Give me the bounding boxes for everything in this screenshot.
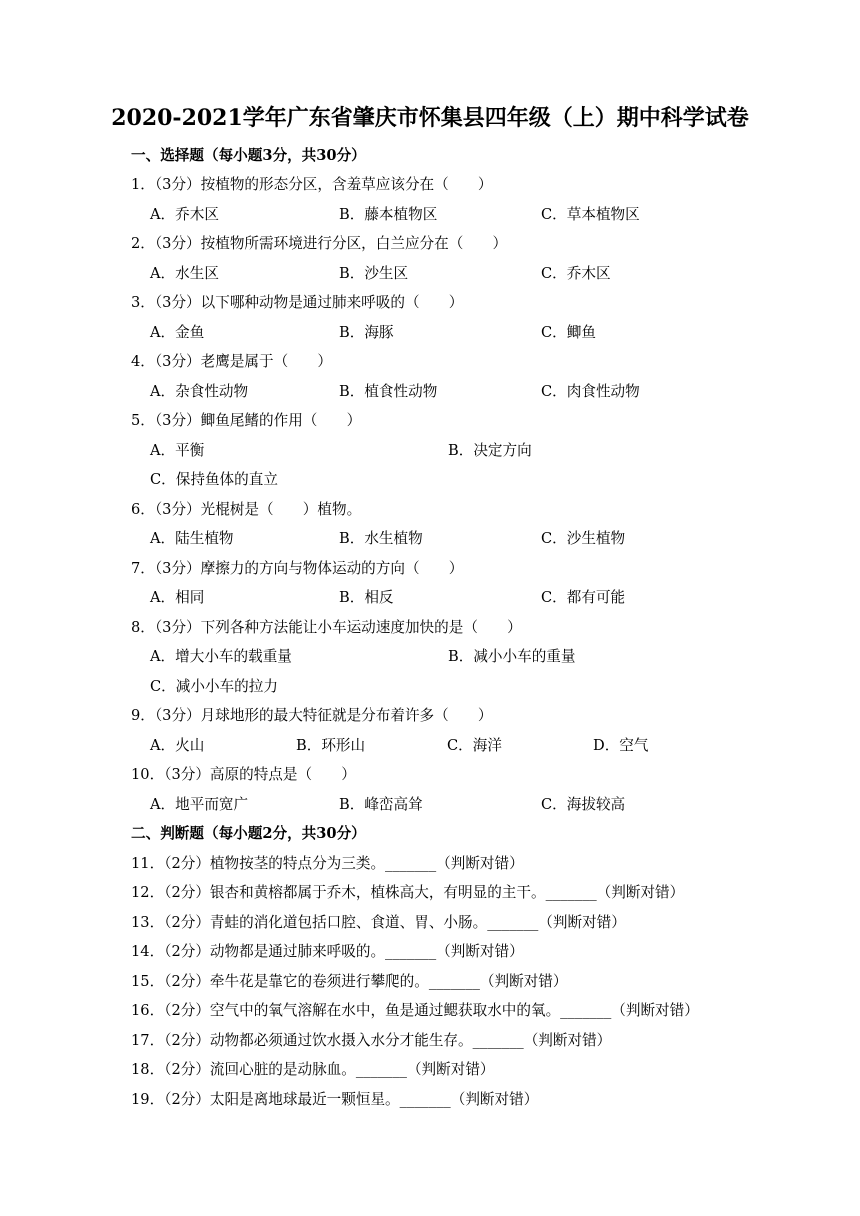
question-8-option-a: A．增大小车的载重量 xyxy=(150,648,292,665)
question-1-option-c: C．草本植物区 xyxy=(541,206,640,223)
question-1-stem: 1．（3分）按植物的形态分区，含羞草应该分在（ ） xyxy=(131,176,493,193)
question-8-option-b: B．减小小车的重量 xyxy=(448,648,576,665)
question-1-option-b: B．藤本植物区 xyxy=(339,206,438,223)
question-10-option-a: A．地平而宽广 xyxy=(150,796,249,813)
question-5-option-b: B．决定方向 xyxy=(448,442,532,459)
question-9-option-b: B．环形山 xyxy=(296,737,366,754)
question-3-stem: 3．（3分）以下哪种动物是通过肺来呼吸的（ ） xyxy=(131,294,464,311)
question-3-option-a: A．金鱼 xyxy=(150,324,205,341)
question-10-stem: 10．（3分）高原的特点是（ ） xyxy=(131,766,356,783)
question-3-option-b: B．海豚 xyxy=(339,324,394,341)
question-6-option-a: A．陆生植物 xyxy=(150,530,234,547)
question-6-stem: 6．（3分）光棍树是（ ）植物。 xyxy=(131,501,362,518)
question-10-option-b: B．峰峦高耸 xyxy=(339,796,423,813)
question-2-option-b: B．沙生区 xyxy=(339,265,409,282)
question-9-option-c: C．海洋 xyxy=(447,737,502,754)
question-5-stem: 5．（3分）鲫鱼尾鳍的作用（ ） xyxy=(131,412,362,429)
question-16: 16．（2分）空气中的氧气溶解在水中，鱼是通过鳃获取水中的氧。_______（判断对错） xyxy=(131,1002,699,1019)
question-2-option-c: C．乔木区 xyxy=(541,265,611,282)
question-7-option-c: C．都有可能 xyxy=(541,589,626,606)
question-10-option-c: C．海拔较高 xyxy=(541,796,626,813)
question-8-option-c: C．减小小车的拉力 xyxy=(150,678,278,695)
question-19: 19．（2分）太阳是离地球最近一颗恒星。_______（判断对错） xyxy=(131,1091,539,1108)
question-7-stem: 7．（3分）摩擦力的方向与物体运动的方向（ ） xyxy=(131,560,464,577)
question-8-stem: 8．（3分）下列各种方法能让小车运动速度加快的是（ ） xyxy=(131,619,522,636)
exam-title: 2020-2021学年广东省肇庆市怀集县四年级（上）期中科学试卷 xyxy=(111,105,749,131)
question-7-option-b: B．相反 xyxy=(339,589,394,606)
question-5-option-a: A．平衡 xyxy=(150,442,205,459)
question-14: 14．（2分）动物都是通过肺来呼吸的。_______（判断对错） xyxy=(131,943,524,960)
question-4-option-a: A．杂食性动物 xyxy=(150,383,249,400)
question-9-option-a: A．火山 xyxy=(150,737,205,754)
question-7-option-a: A．相同 xyxy=(150,589,205,606)
question-1-option-a: A．乔木区 xyxy=(150,206,219,223)
question-9-stem: 9．（3分）月球地形的最大特征就是分布着许多（ ） xyxy=(131,707,493,724)
question-13: 13．（2分）青蛙的消化道包括口腔、食道、胃、小肠。_______（判断对错） xyxy=(131,914,626,931)
question-5-option-c: C．保持鱼体的直立 xyxy=(150,471,278,488)
question-4-stem: 4．（3分）老鹰是属于（ ） xyxy=(131,353,332,370)
question-18: 18．（2分）流回心脏的是动脉血。_______（判断对错） xyxy=(131,1061,495,1078)
question-15: 15．（2分）牵牛花是靠它的卷须进行攀爬的。_______（判断对错） xyxy=(131,973,568,990)
question-4-option-b: B．植食性动物 xyxy=(339,383,438,400)
question-17: 17．（2分）动物都必须通过饮水摄入水分才能生存。_______（判断对错） xyxy=(131,1032,612,1049)
question-6-option-c: C．沙生植物 xyxy=(541,530,626,547)
question-4-option-c: C．肉食性动物 xyxy=(541,383,640,400)
question-12: 12．（2分）银杏和黄榕都属于乔木，植株高大，有明显的主干。_______（判断对错） xyxy=(131,884,685,901)
section-heading-judge: 二、判断题（每小题2分，共30分） xyxy=(131,825,366,842)
question-3-option-c: C．鲫鱼 xyxy=(541,324,596,341)
question-11: 11．（2分）植物按茎的特点分为三类。_______（判断对错） xyxy=(131,855,524,872)
question-2-option-a: A．水生区 xyxy=(150,265,219,282)
question-2-stem: 2．（3分）按植物所需环境进行分区，白兰应分在（ ） xyxy=(131,235,508,252)
section-heading-choice: 一、选择题（每小题3分，共30分） xyxy=(131,147,366,164)
question-9-option-d: D．空气 xyxy=(593,737,649,754)
question-6-option-b: B．水生植物 xyxy=(339,530,423,547)
